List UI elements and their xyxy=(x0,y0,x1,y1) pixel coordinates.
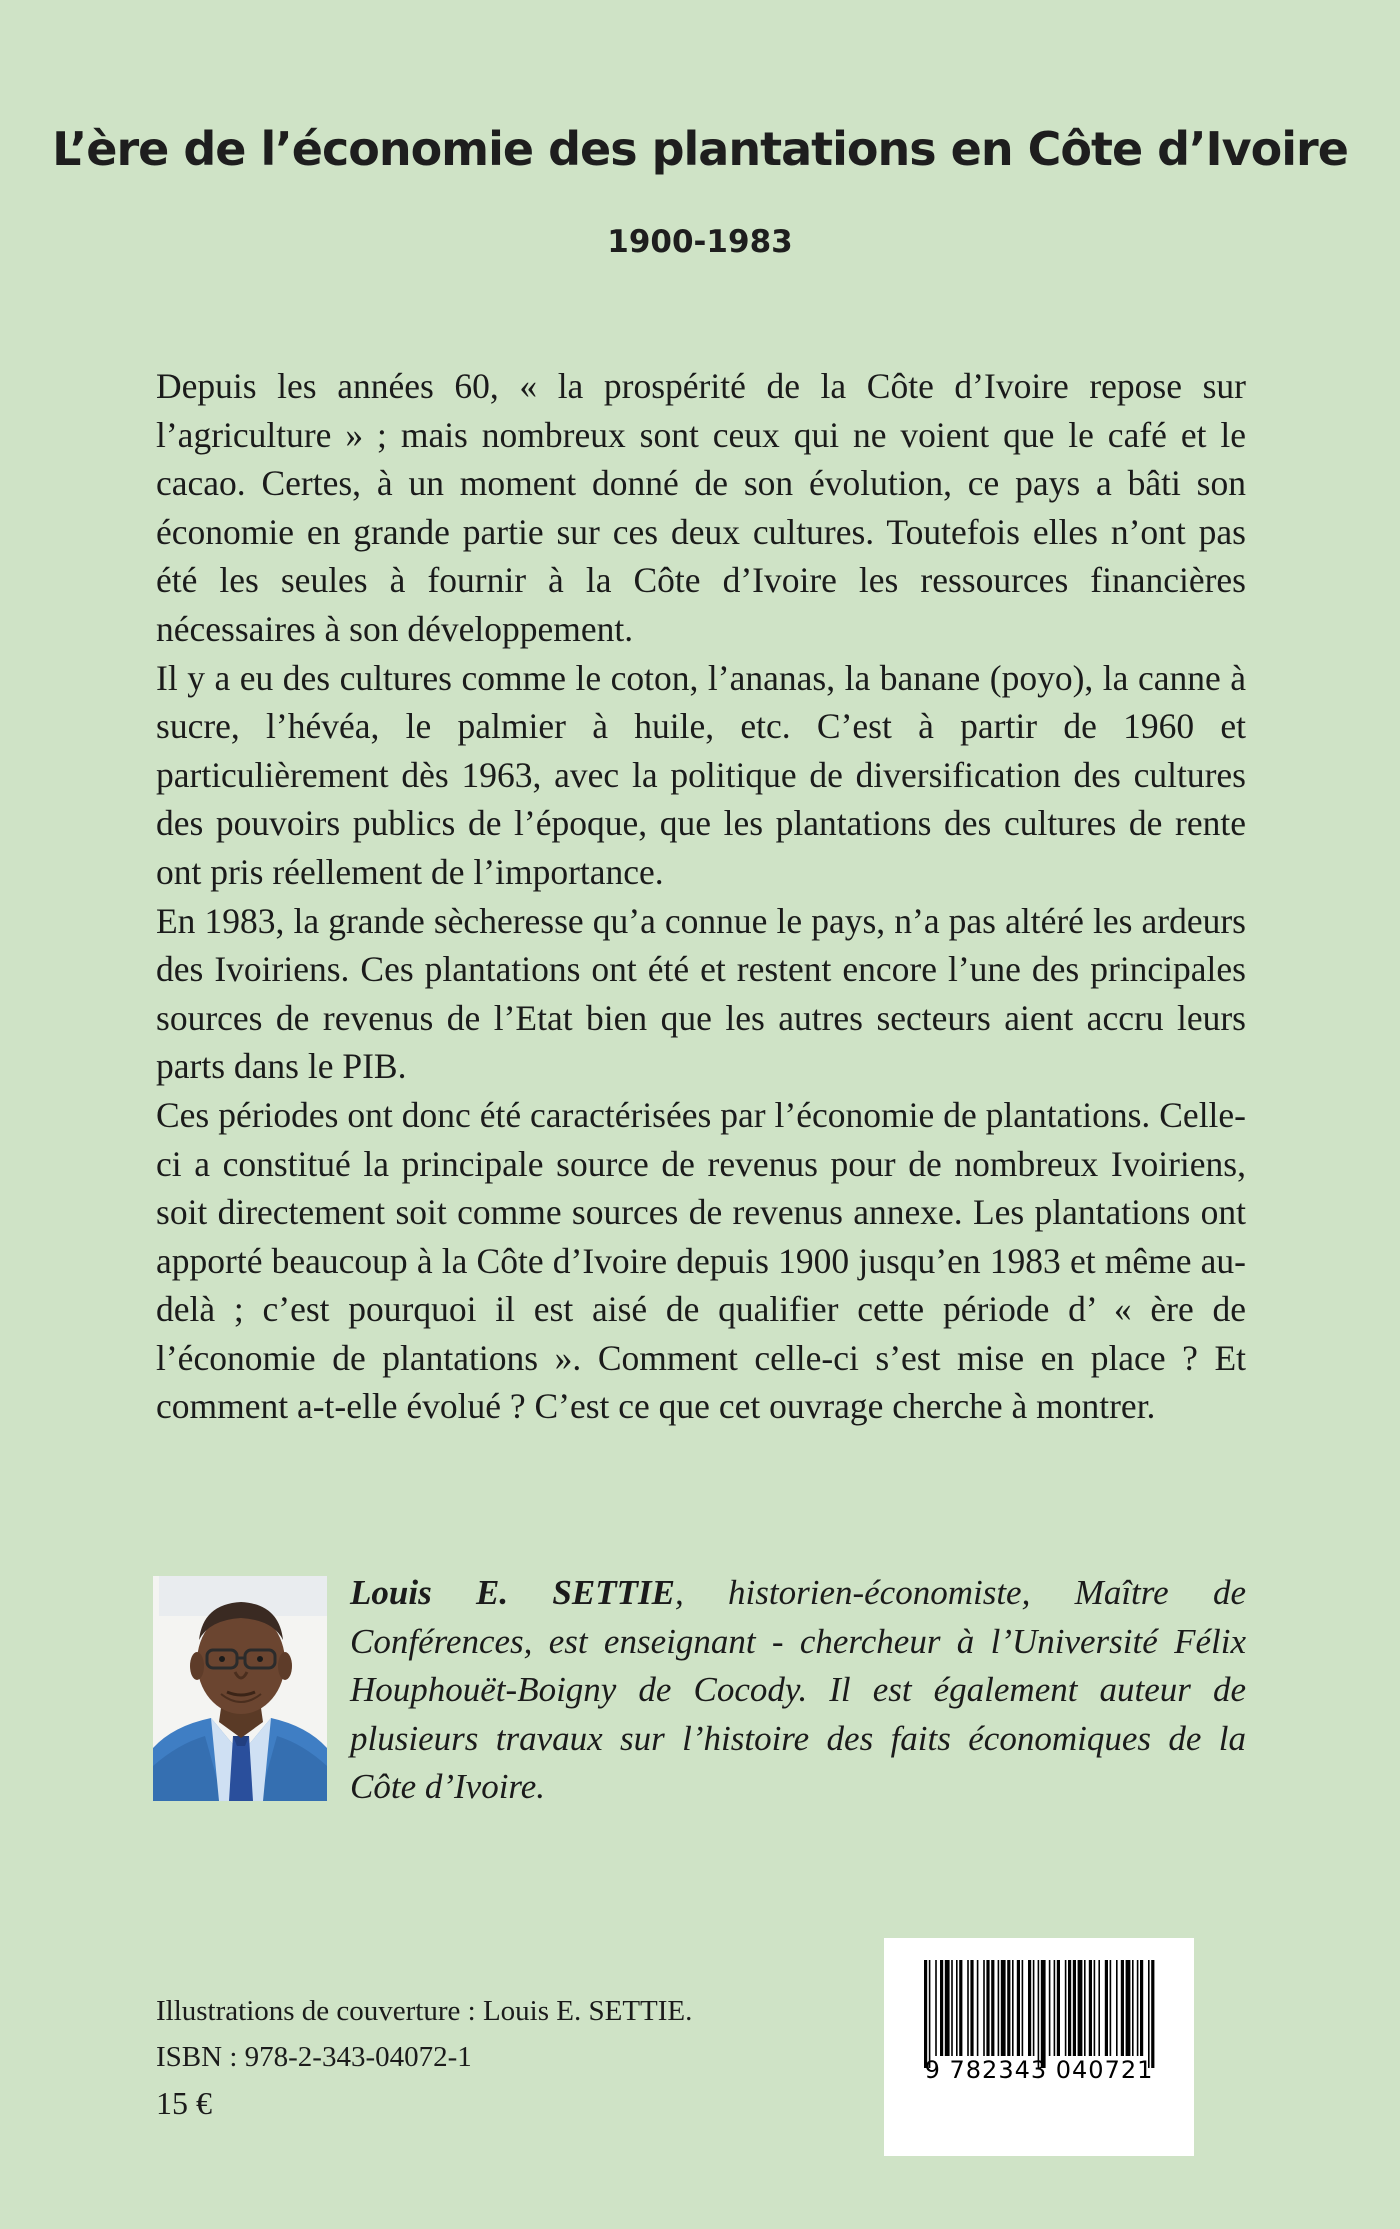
barcode-bar xyxy=(1089,1960,1092,2056)
barcode-bar xyxy=(924,1960,927,2068)
barcode-bar xyxy=(1137,1960,1139,2056)
barcode-bar xyxy=(1054,1960,1056,2056)
barcode-bar xyxy=(929,1960,931,2068)
barcode-bar xyxy=(1073,1960,1076,2056)
book-years: 1900-1983 xyxy=(607,224,793,260)
isbn: ISBN : 978-2-343-04072-1 xyxy=(156,2041,472,2073)
barcode-bar xyxy=(1094,1960,1096,2056)
barcode-bar xyxy=(967,1960,969,2056)
barcode-bar xyxy=(970,1960,973,2056)
barcode-bar xyxy=(1098,1960,1100,2056)
barcode-digits: 9 782343 040721 xyxy=(924,2056,1154,2084)
barcode-bar xyxy=(1148,1960,1150,2068)
barcode-bar xyxy=(959,1960,962,2056)
barcode-bar xyxy=(951,1960,953,2056)
summary-paragraph: Ces périodes ont donc été caractérisées par l’économie de plantations. Celle-ci a constitué la principale source de revenus pour de nombreux Ivoiriens, soit directement soit comme sources de revenus annexe. Les plantations ont apporté beaucoup à la Côte d’Ivoire depuis 1900 jusqu’en 1983 et même au-delà ; c’est pourquoi il est aisé de qualifier cette période d’ « ère de l’économie de plantations ». Comment celle-ci s’est mise en place ? Et comment a-t-elle évolué ? C’est ce que cet ouvrage cherche à montrer. xyxy=(156,1094,1246,1427)
barcode-bar xyxy=(1151,1960,1154,2068)
barcode-bar xyxy=(940,1960,943,2056)
price: 15 € xyxy=(156,2085,212,2121)
summary-paragraph: Depuis les années 60, « la prospérité de la Côte d’Ivoire repose sur l’agriculture » ; mais nombreux sont ceux qui ne voient que le café et le cacao. Certes, à un moment donné de son évolution, ce pays a bâti son économie en grande partie sur ces deux cultures. Toutefois elles n’ont pas été les seules à fournir à la Côte d’Ivoire les ressources financières nécessaires à son développement. xyxy=(156,366,1246,649)
barcode-bar xyxy=(1084,1960,1086,2056)
barcode-bar xyxy=(935,1960,937,2056)
barcode-bar xyxy=(1038,1960,1040,2068)
barcode-bar xyxy=(1028,1960,1031,2056)
barcode-bar xyxy=(1001,1960,1006,2056)
barcode-bar xyxy=(945,1960,950,2056)
barcode-bar xyxy=(1068,1960,1071,2056)
barcode-bar xyxy=(1022,1960,1024,2056)
barcode-bar xyxy=(1007,1960,1010,2056)
barcode-bar xyxy=(1017,1960,1020,2056)
barcode-bar xyxy=(956,1960,958,2056)
back-cover-summary xyxy=(156,362,1246,1431)
author-bio xyxy=(350,1569,1246,1812)
barcode-bar xyxy=(1049,1960,1051,2056)
author-description: , historien-économiste, Maître de Conférences, est enseignant - chercheur à l’Université Félix Houphouët-Boigny de Cocody. Il est également auteur de plusieurs travaux sur l’histoire des faits économiques de la Côte d’Ivoire. xyxy=(350,1573,1246,1807)
barcode-bar xyxy=(1057,1960,1060,2056)
barcode-bar xyxy=(991,1960,994,2056)
author-name: Louis E. SETTIE xyxy=(350,1573,675,1612)
barcode-bar xyxy=(998,1960,1000,2056)
summary-paragraph: En 1983, la grande sècheresse qu’a connue le pays, n’a pas altéré les ardeurs des Ivoiriens. Ces plantations ont été et restent encore l’une des principales sources de revenus de l’Etat bien que les autres secteurs aient accru leurs parts dans le PIB. xyxy=(156,900,1246,1087)
barcode-bar xyxy=(1078,1960,1083,2056)
barcode-bar xyxy=(1121,1960,1124,2056)
barcode-bar xyxy=(1140,1960,1143,2056)
barcode-bar xyxy=(1065,1960,1067,2056)
author-portrait xyxy=(153,1576,327,1801)
book-title: L’ère de l’économie des plantations en Côte d’Ivoire xyxy=(52,122,1348,176)
barcode-bar xyxy=(1126,1960,1131,2056)
barcode-bar xyxy=(1110,1960,1112,2056)
barcode-bar xyxy=(1041,1960,1046,2068)
barcode-bar xyxy=(983,1960,985,2056)
author-portrait-image xyxy=(153,1576,327,1801)
barcode-bars xyxy=(884,1938,1194,2156)
barcode-bar xyxy=(1132,1960,1134,2056)
barcode xyxy=(884,1938,1194,2156)
barcode-bar xyxy=(1105,1960,1108,2056)
barcode-bar xyxy=(1116,1960,1118,2056)
barcode-bar xyxy=(977,1960,979,2056)
barcode-bar xyxy=(986,1960,989,2056)
summary-paragraph: Il y a eu des cultures comme le coton, l’ananas, la banane (poyo), la canne à sucre, l’hévéa, le palmier à huile, etc. C’est à partir de 1960 et particulièrement dès 1963, avec la politique de diversification des cultures des pouvoirs publics de l’époque, que les plantations des cultures de rente ont pris réellement de l’importance. xyxy=(156,657,1246,892)
barcode-bar xyxy=(1012,1960,1014,2056)
illustration-credit: Illustrations de couverture : Louis E. SETTIE. xyxy=(156,1995,693,2027)
barcode-bar xyxy=(1033,1960,1035,2056)
